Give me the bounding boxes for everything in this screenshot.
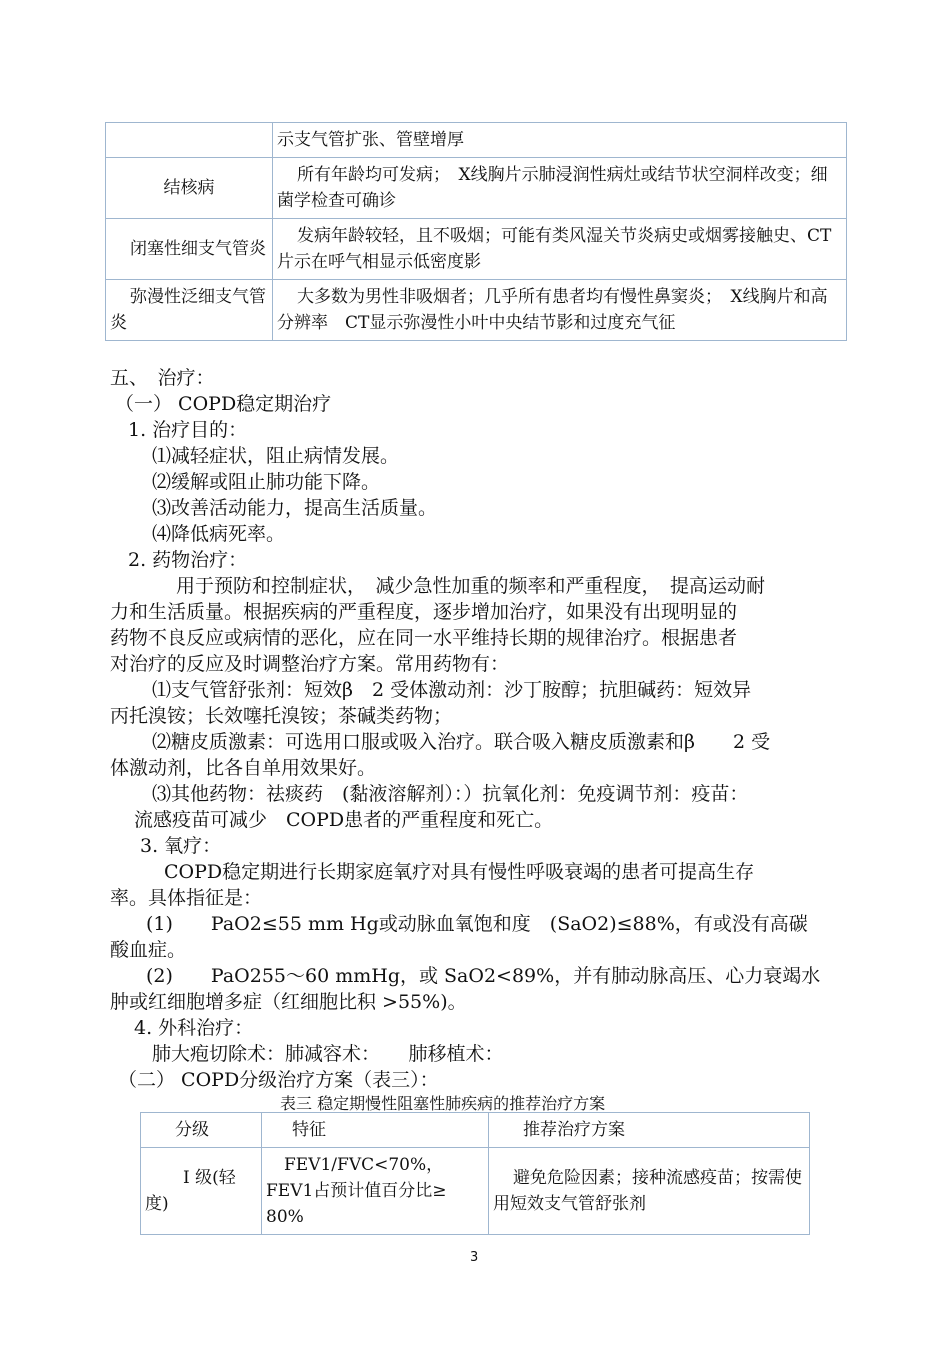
text-line: 丙托溴铵；长效噻托溴铵；茶碱类药物； — [110, 705, 453, 727]
item-heading: 1. 治疗目的： — [128, 419, 248, 441]
subsection-heading: （二） COPD分级治疗方案（表三）： — [118, 1069, 439, 1091]
text-line: 肺大疱切除术：肺减容术： 肺移植术： — [152, 1043, 504, 1065]
header-feature: 特征 — [262, 1113, 489, 1148]
text-line: 体激动剂，比各自单用效果好。 — [110, 757, 377, 779]
features-cell: 所有年龄均可发病； X线胸片示肺浸润性病灶或结节状空洞样改变；细菌学检查可确诊 — [273, 158, 847, 219]
disease-cell: 弥漫性泛细支气管炎 — [106, 280, 273, 341]
subsection-heading: （一） COPD稳定期治疗 — [115, 393, 332, 415]
disease-cell: 闭塞性细支气管炎 — [106, 219, 273, 280]
text-line: ⑴支气管舒张剂：短效β 2 受体激动剂：沙丁胺醇；抗胆碱药：短效异 — [152, 679, 752, 701]
item-heading: 3. 氧疗： — [140, 835, 222, 857]
text-line: COPD稳定期进行长期家庭氧疗对具有慢性呼吸衰竭的患者可提高生存 — [164, 861, 755, 883]
header-grade: 分级 — [141, 1113, 262, 1148]
text-line: ⑴减轻症状，阻止病情发展。 — [152, 445, 400, 467]
text-line: 力和生活质量。根据疾病的严重程度，逐步增加治疗，如果没有出现明显的 — [110, 601, 738, 623]
table-row — [141, 1148, 810, 1235]
disease-cell — [106, 123, 273, 158]
differential-diagnosis-table — [105, 122, 847, 341]
feature-cell: FEV1/FVC<70%，FEV1占预计值百分比≥ 80% — [262, 1148, 489, 1235]
page-number: 3 — [470, 1250, 479, 1265]
table-caption: 表三 稳定期慢性阻塞性肺疾病的推荐治疗方案 — [280, 1094, 606, 1113]
grade-cell: Ⅰ 级(轻度) — [141, 1148, 262, 1235]
text-line: ⑵缓解或阻止肺功能下降。 — [152, 471, 381, 493]
text-line: 流感疫苗可减少 COPD患者的严重程度和死亡。 — [134, 809, 554, 831]
text-line: (1) PaO2≤55 mm Hg或动脉血氧饱和度 (SaO2)≤88%，有或没有高碳 — [146, 913, 808, 935]
features-cell: 发病年龄较轻，且不吸烟；可能有类风湿关节炎病史或烟雾接触史、CT片示在呼气相显示低密度影 — [273, 219, 847, 280]
item-heading: 2. 药物治疗： — [128, 549, 248, 571]
table-header-row — [141, 1113, 810, 1148]
header-plan: 推荐治疗方案 — [489, 1113, 810, 1148]
text-line: ⑷降低病死率。 — [152, 523, 286, 545]
table-row — [106, 123, 847, 158]
item-heading: 4. 外科治疗： — [134, 1017, 254, 1039]
features-cell: 示支气管扩张、管壁增厚 — [273, 123, 847, 158]
table-row — [106, 280, 847, 341]
table-row — [106, 158, 847, 219]
disease-cell: 结核病 — [106, 158, 273, 219]
treatment-table — [140, 1112, 810, 1235]
text-line: ⑵糖皮质激素：可选用口服或吸入治疗。联合吸入糖皮质激素和β 2 受 — [152, 731, 771, 753]
text-line: (2) PaO255～60 mmHg，或 SaO2<89%，并有肺动脉高压、心力衰竭水 — [146, 965, 821, 987]
text-line: ⑶其他药物：祛痰药 (黏液溶解剂）：）抗氧化剂：免疫调节剂：疫苗： — [152, 783, 749, 805]
text-line: 药物不良反应或病情的恶化，应在同一水平维持长期的规律治疗。根据患者 — [110, 627, 738, 649]
table-row — [106, 219, 847, 280]
text-line: 用于预防和控制症状， 减少急性加重的频率和严重程度， 提高运动耐 — [176, 575, 766, 597]
text-line: ⑶改善活动能力，提高生活质量。 — [152, 497, 438, 519]
plan-cell: 避免危险因素；接种流感疫苗；按需使用短效支气管舒张剂 — [489, 1148, 810, 1235]
text-line: 酸血症。 — [110, 939, 187, 961]
features-cell: 大多数为男性非吸烟者；几乎所有患者均有慢性鼻窦炎； X线胸片和高分辨率 CT显示弥漫性小叶中央结节影和过度充气征 — [273, 280, 847, 341]
text-line: 肿或红细胞增多症（红细胞比积 >55%)。 — [110, 991, 467, 1013]
text-line: 率。具体指征是： — [110, 887, 263, 909]
section-heading: 五、 治疗： — [110, 367, 215, 389]
text-line: 对治疗的反应及时调整治疗方案。常用药物有： — [110, 653, 510, 675]
